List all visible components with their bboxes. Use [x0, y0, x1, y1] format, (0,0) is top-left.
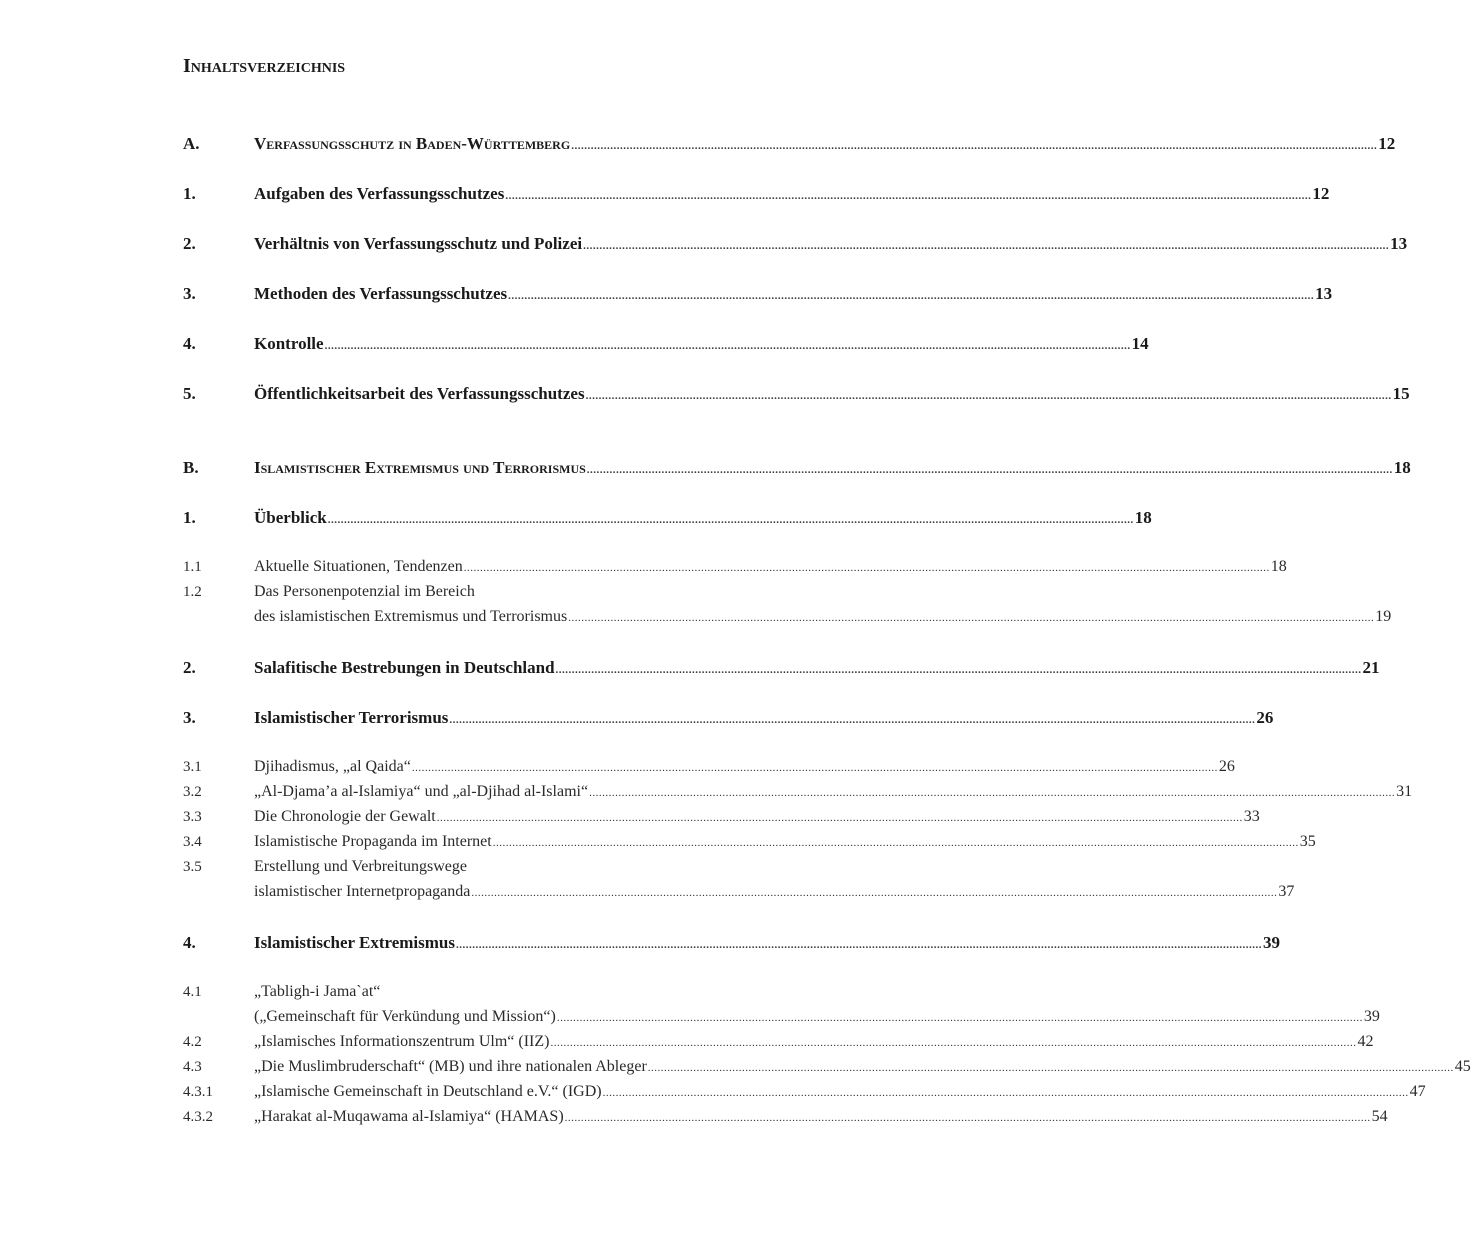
dot-leader — [508, 290, 1314, 302]
dot-leader — [464, 562, 1270, 574]
dot-leader — [565, 1112, 1371, 1124]
toc-entry[interactable] — [183, 184, 1330, 206]
toc-number: 3. — [183, 284, 196, 303]
dot-leader — [449, 714, 1255, 726]
toc-entry[interactable] — [183, 933, 1281, 955]
dot-leader — [412, 762, 1218, 774]
dot-leader — [437, 812, 1243, 824]
toc-number: 1.2 — [183, 584, 202, 600]
toc-title: Öffentlichkeitsarbeit des Verfassungsschutzes — [254, 384, 585, 403]
toc-number: B. — [183, 458, 199, 477]
toc-number: 3.1 — [183, 759, 202, 775]
toc-title: „Islamische Gemeinschaft in Deutschland e.V.“ (IGD) — [254, 1083, 602, 1100]
toc-title: Kontrolle — [254, 334, 324, 353]
dot-leader — [589, 787, 1395, 799]
toc-page: 18 — [1134, 508, 1152, 527]
dot-leader — [556, 664, 1362, 676]
toc-page: 19 — [1375, 608, 1392, 625]
dot-leader — [568, 612, 1374, 624]
toc-title: Islamistischer Extremismus und Terrorismus — [254, 458, 586, 477]
toc-number: 4.3.1 — [183, 1084, 213, 1100]
toc-title: des islamistischen Extremismus und Terrorismus — [254, 608, 568, 625]
toc-number: 4. — [183, 334, 196, 353]
toc-number: 2. — [183, 658, 196, 677]
toc-page: 12 — [1378, 134, 1396, 153]
toc-entry[interactable] — [183, 1033, 1374, 1055]
toc-title: Das Personenpotenzial im Bereich — [254, 583, 475, 600]
toc-page: 18 — [1270, 558, 1287, 575]
toc-number: 4.2 — [183, 1034, 202, 1050]
toc-entry[interactable] — [183, 708, 1274, 730]
toc-page: 54 — [1371, 1108, 1388, 1125]
toc-page: 15 — [1392, 384, 1410, 403]
dot-leader — [571, 140, 1377, 152]
toc-number: 1. — [183, 508, 196, 527]
toc-number: 1. — [183, 184, 196, 203]
dot-leader — [505, 190, 1311, 202]
dot-leader — [648, 1062, 1454, 1074]
toc-number: 4.1 — [183, 984, 202, 1000]
toc-title: Methoden des Verfassungsschutzes — [254, 284, 508, 303]
toc-title: „Tabligh-i Jama`at“ — [254, 983, 381, 1000]
toc-title: Aktuelle Situationen, Tendenzen — [254, 558, 463, 575]
toc-title: Verhältnis von Verfassungsschutz und Polizei — [254, 234, 583, 253]
dot-leader — [550, 1037, 1356, 1049]
toc-title: Djihadismus, „al Qaida“ — [254, 758, 411, 775]
toc-title: Die Chronologie der Gewalt — [254, 808, 436, 825]
toc-entry[interactable] — [183, 758, 1235, 780]
toc-page: 37 — [1278, 883, 1295, 900]
toc-entry[interactable] — [183, 1083, 1426, 1105]
dot-leader — [603, 1087, 1409, 1099]
toc-title: Überblick — [254, 508, 327, 527]
toc-entry[interactable] — [183, 558, 1287, 580]
toc-entry[interactable] — [183, 833, 1316, 855]
toc-title: „Islamisches Informationszentrum Ulm“ (IIZ) — [254, 1033, 550, 1050]
toc-entry[interactable] — [183, 858, 755, 880]
toc-number: 2. — [183, 234, 196, 253]
toc-number: 3.4 — [183, 834, 202, 850]
dot-leader — [587, 464, 1393, 476]
toc-entry-continuation[interactable] — [183, 608, 1392, 630]
toc-page: 21 — [1362, 658, 1380, 677]
toc-entry[interactable] — [183, 658, 1380, 680]
toc-title: („Gemeinschaft für Verkündung und Mission“) — [254, 1008, 556, 1025]
toc-title: Erstellung und Verbreitungswege — [254, 858, 467, 875]
toc-entry[interactable] — [183, 234, 1408, 256]
toc-entry[interactable] — [183, 1058, 1471, 1080]
dot-leader — [328, 514, 1134, 526]
toc-title: islamistischer Internetpropaganda — [254, 883, 471, 900]
toc-page: 47 — [1409, 1083, 1426, 1100]
toc-page: 35 — [1299, 833, 1316, 850]
dot-leader — [557, 1012, 1363, 1024]
dot-leader — [493, 837, 1299, 849]
toc-number: 3.5 — [183, 859, 202, 875]
toc-number: 4.3.2 — [183, 1109, 213, 1125]
toc-entry-continuation[interactable] — [183, 1008, 1380, 1030]
toc-number: 3.3 — [183, 809, 202, 825]
toc-entry[interactable] — [183, 508, 1152, 530]
toc-entry[interactable] — [183, 583, 755, 605]
toc-entry[interactable] — [183, 1108, 1388, 1130]
toc-page: 18 — [1393, 458, 1411, 477]
page-title: Inhaltsverzeichnis — [183, 55, 346, 77]
toc-entry[interactable] — [183, 384, 1410, 406]
toc-number: 1.1 — [183, 559, 202, 575]
toc-entry[interactable] — [183, 983, 755, 1005]
toc-title: „Al-Djama’a al-Islamiya“ und „al-Djihad al-Islami“ — [254, 783, 589, 800]
toc-page: 26 — [1218, 758, 1235, 775]
dot-leader — [586, 390, 1392, 402]
toc-number: A. — [183, 134, 200, 153]
toc-entry-section-b[interactable] — [183, 458, 1411, 480]
toc-entry[interactable] — [183, 284, 1333, 306]
toc-number: 4. — [183, 933, 196, 952]
dot-leader — [471, 887, 1277, 899]
dot-leader — [456, 939, 1262, 951]
toc-title: Salafitische Bestrebungen in Deutschland — [254, 658, 555, 677]
toc-number: 3. — [183, 708, 196, 727]
toc-title: Islamistischer Terrorismus — [254, 708, 449, 727]
toc-title: Islamistische Propaganda im Internet — [254, 833, 492, 850]
dot-leader — [583, 240, 1389, 252]
toc-title: „Die Muslimbruderschaft“ (MB) und ihre nationalen Ableger — [254, 1058, 647, 1075]
toc-page: 42 — [1357, 1033, 1374, 1050]
toc-page: 33 — [1243, 808, 1260, 825]
toc-entry[interactable] — [183, 808, 1260, 830]
toc-entry-continuation[interactable] — [183, 883, 1295, 905]
toc-title: Islamistischer Extremismus — [254, 933, 456, 952]
toc-number: 5. — [183, 384, 196, 403]
toc-number: 4.3 — [183, 1059, 202, 1075]
toc-page: 39 — [1363, 1008, 1380, 1025]
toc-page: 13 — [1315, 284, 1333, 303]
toc-page: 31 — [1396, 783, 1413, 800]
dot-leader — [325, 340, 1131, 352]
toc-title: Aufgaben des Verfassungsschutzes — [254, 184, 505, 203]
toc-title: Verfassungsschutz in Baden-Württemberg — [254, 134, 571, 153]
toc-title: „Harakat al-Muqawama al-Islamiya“ (HAMAS) — [254, 1108, 564, 1125]
toc-entry[interactable] — [183, 334, 1149, 356]
toc-entry-section-a[interactable] — [183, 134, 1396, 156]
toc-page: 45 — [1454, 1058, 1471, 1075]
toc-page: 14 — [1131, 334, 1149, 353]
toc-page: 12 — [1312, 184, 1330, 203]
toc-page: 26 — [1256, 708, 1274, 727]
toc-entry[interactable] — [183, 783, 1413, 805]
toc-number: 3.2 — [183, 784, 202, 800]
toc-page: 39 — [1263, 933, 1281, 952]
toc-page: 13 — [1390, 234, 1408, 253]
